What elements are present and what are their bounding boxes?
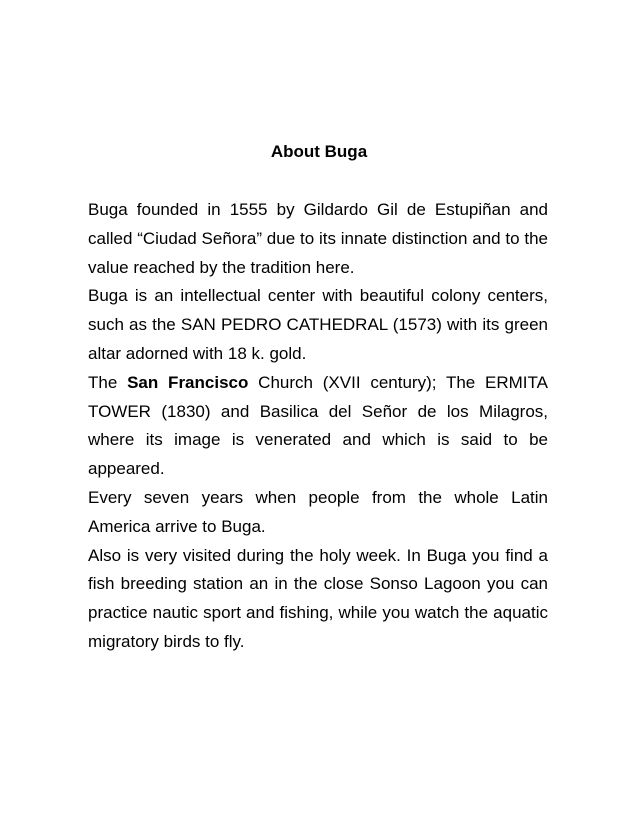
paragraph-founding: Buga founded in 1555 by Gildardo Gil de Estupiñan and called “Ciudad Señora” due to its innate distinction and to the value reached by the tradition here. [88,200,548,277]
paragraph-seven-years: Every seven years when people from the whole Latin America arrive to Buga. [88,487,548,536]
paragraph-church-lead: The [88,372,128,392]
paragraph-cathedral: Buga is an intellectual center with beautiful colony centers, such as the SAN PEDRO CATHEDRAL (1573) with its green altar adorned with 18 k. gold. [88,286,548,363]
paragraph-church [88,369,548,484]
document-body [88,196,548,657]
san-francisco-bold: San Francisco [127,372,249,392]
document-title: About Buga [270,142,368,161]
paragraph-holy-week: Also is very visited during the holy week. In Buga you find a fish breeding station an in the close Sonso Lagoon you can practice nautic sport and fishing, while you watch the aquatic migratory birds to fly. [88,545,548,651]
paragraph-church-rest: Church (XVII century); The ERMITA TOWER (1830) and Basilica del Señor de los Milagros, where its image is venerated and which is said to be appeared. [88,372,548,479]
